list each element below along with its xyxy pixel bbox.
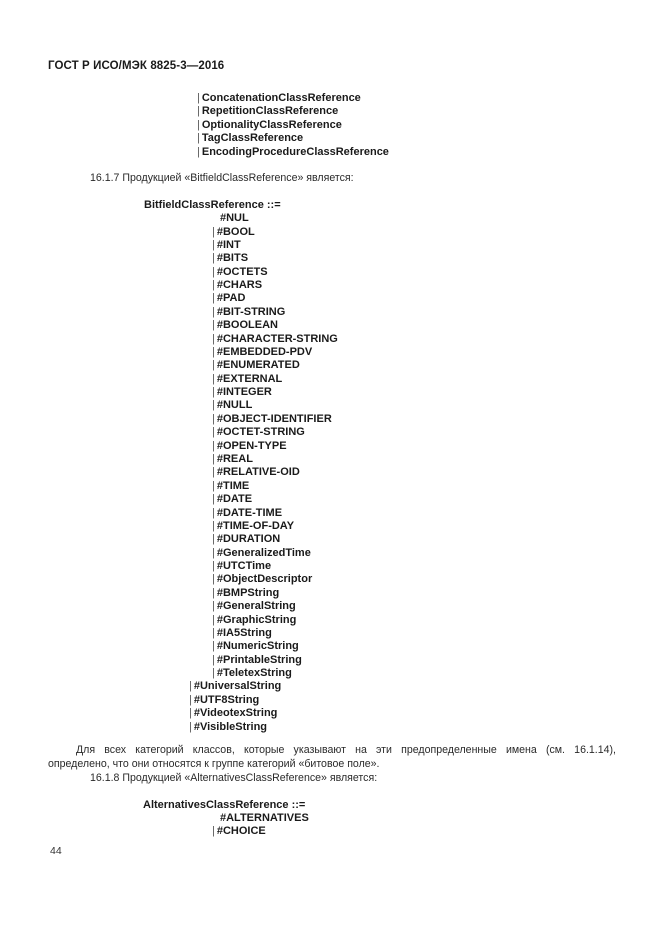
production-item: | #OBJECT-IDENTIFIER [212, 412, 332, 425]
pipe-separator: | [212, 533, 215, 546]
production-item: | #TeletexString [212, 667, 292, 679]
production-item: | #INT [212, 238, 241, 251]
production-item: | #BMPString [212, 586, 280, 599]
production-item: | #GraphicString [212, 613, 297, 626]
pipe-separator: | [212, 573, 215, 586]
pipe-separator: | [212, 265, 215, 278]
pipe-separator: | [212, 453, 215, 465]
pipe-separator: | [212, 600, 215, 613]
pipe-separator: | [212, 319, 215, 332]
production-item: | #OPEN-TYPE [212, 439, 287, 452]
production-item: | #OCTETS [212, 265, 268, 278]
pipe-separator: | [212, 345, 215, 358]
pipe-separator: | [212, 825, 215, 837]
production-item: | #RELATIVE-OID [212, 466, 300, 479]
pipe-separator: | [212, 667, 215, 679]
pipe-separator: | [212, 238, 215, 251]
production-item: | #DATE-TIME [212, 506, 283, 519]
pipe-separator: | [197, 146, 200, 158]
document-header: ГОСТ Р ИСО/МЭК 8825-3—2016 [48, 60, 225, 72]
continuation-item: | ConcatenationClassReference [197, 92, 361, 104]
production-item: | #GeneralString [212, 600, 296, 613]
production-item: | #BOOL [212, 225, 255, 238]
production-item: | #DURATION [212, 533, 281, 546]
section-intro-16-1-7: 16.1.7 Продукцией «BitfieldClassReference» является: [90, 172, 354, 184]
pipe-separator: | [212, 225, 215, 238]
production-item: | #BIT-STRING [212, 305, 286, 318]
production-name-alternatives: AlternativesClassReference ::= [143, 799, 306, 811]
production-item: | #BOOLEAN [212, 319, 278, 332]
pipe-separator: | [212, 653, 215, 666]
production-item: | #TIME-OF-DAY [212, 519, 295, 532]
pipe-separator: | [212, 412, 215, 425]
production-first-item: #ALTERNATIVES [220, 812, 309, 824]
pipe-separator: | [212, 479, 215, 492]
page-number: 44 [50, 845, 62, 857]
pipe-separator: | [212, 399, 215, 412]
production-item: | #REAL [212, 453, 253, 465]
production-item-outdented: | #VisibleString [189, 720, 268, 733]
pipe-separator: | [212, 640, 215, 653]
pipe-separator: | [212, 252, 215, 265]
production-item: | #CHARACTER-STRING [212, 332, 338, 345]
pipe-separator: | [212, 305, 215, 318]
production-item: | #CHARS [212, 279, 263, 291]
production-item: | #CHOICE [212, 825, 266, 837]
production-item: | #NULL [212, 399, 253, 412]
pipe-separator: | [212, 506, 215, 519]
production-item: | #PAD [212, 292, 246, 305]
pipe-separator: | [197, 119, 200, 131]
pipe-separator: | [212, 372, 215, 385]
production-item-outdented: | #UniversalString [189, 680, 282, 693]
production-item: | #DATE [212, 493, 253, 506]
pipe-separator: | [189, 693, 192, 706]
production-item: | #BITS [212, 252, 249, 265]
production-item: | #TIME [212, 479, 250, 492]
pipe-separator: | [189, 707, 192, 720]
production-item: | #EMBEDDED-PDV [212, 345, 313, 358]
pipe-separator: | [212, 613, 215, 626]
production-item-outdented: | #VideotexString [189, 707, 278, 720]
production-item: | #UTCTime [212, 560, 272, 572]
pipe-separator: | [212, 466, 215, 479]
continuation-item: | TagClassReference [197, 132, 304, 144]
pipe-separator: | [212, 439, 215, 452]
continuation-item: | EncodingProcedureClassReference [197, 146, 389, 158]
body-paragraph [48, 744, 616, 771]
production-item: | #GeneralizedTime [212, 546, 311, 559]
production-item: | #EXTERNAL [212, 372, 283, 385]
pipe-separator: | [197, 92, 200, 104]
pipe-separator: | [212, 586, 215, 599]
production-name-bitfield: BitfieldClassReference ::= [144, 199, 281, 211]
paragraph-line-1: Для всех категорий классов, которые указывают на эти предопределенные имена (см. 16.1.14), [76, 744, 616, 756]
pipe-separator: | [197, 132, 200, 144]
production-item: | #INTEGER [212, 386, 272, 399]
production-item: | #NumericString [212, 640, 299, 653]
production-item-outdented: | #UTF8String [189, 693, 260, 706]
pipe-separator: | [212, 279, 215, 291]
continuation-item: | OptionalityClassReference [197, 119, 342, 131]
pipe-separator: | [212, 426, 215, 439]
pipe-separator: | [212, 519, 215, 532]
pipe-separator: | [212, 493, 215, 506]
paragraph-line-2: определено, что они относятся к группе категорий «битовое поле». [48, 757, 380, 770]
pipe-separator: | [189, 720, 192, 733]
production-item: | #ObjectDescriptor [212, 573, 313, 586]
pipe-separator: | [212, 359, 215, 372]
pipe-separator: | [212, 386, 215, 399]
pipe-separator: | [212, 546, 215, 559]
pipe-separator: | [212, 292, 215, 305]
production-item: | #PrintableString [212, 653, 302, 666]
production-first-item: #NUL [220, 212, 249, 224]
pipe-separator: | [197, 105, 200, 117]
section-intro-16-1-8: 16.1.8 Продукцией «AlternativesClassReference» является: [90, 772, 378, 784]
pipe-separator: | [212, 626, 215, 639]
continuation-item: | RepetitionClassReference [197, 105, 339, 117]
pipe-separator: | [189, 680, 192, 693]
production-item: | #OCTET-STRING [212, 426, 305, 439]
production-item: | #ENUMERATED [212, 359, 300, 372]
pipe-separator: | [212, 560, 215, 572]
pipe-separator: | [212, 332, 215, 345]
production-item: | #IA5String [212, 626, 272, 639]
